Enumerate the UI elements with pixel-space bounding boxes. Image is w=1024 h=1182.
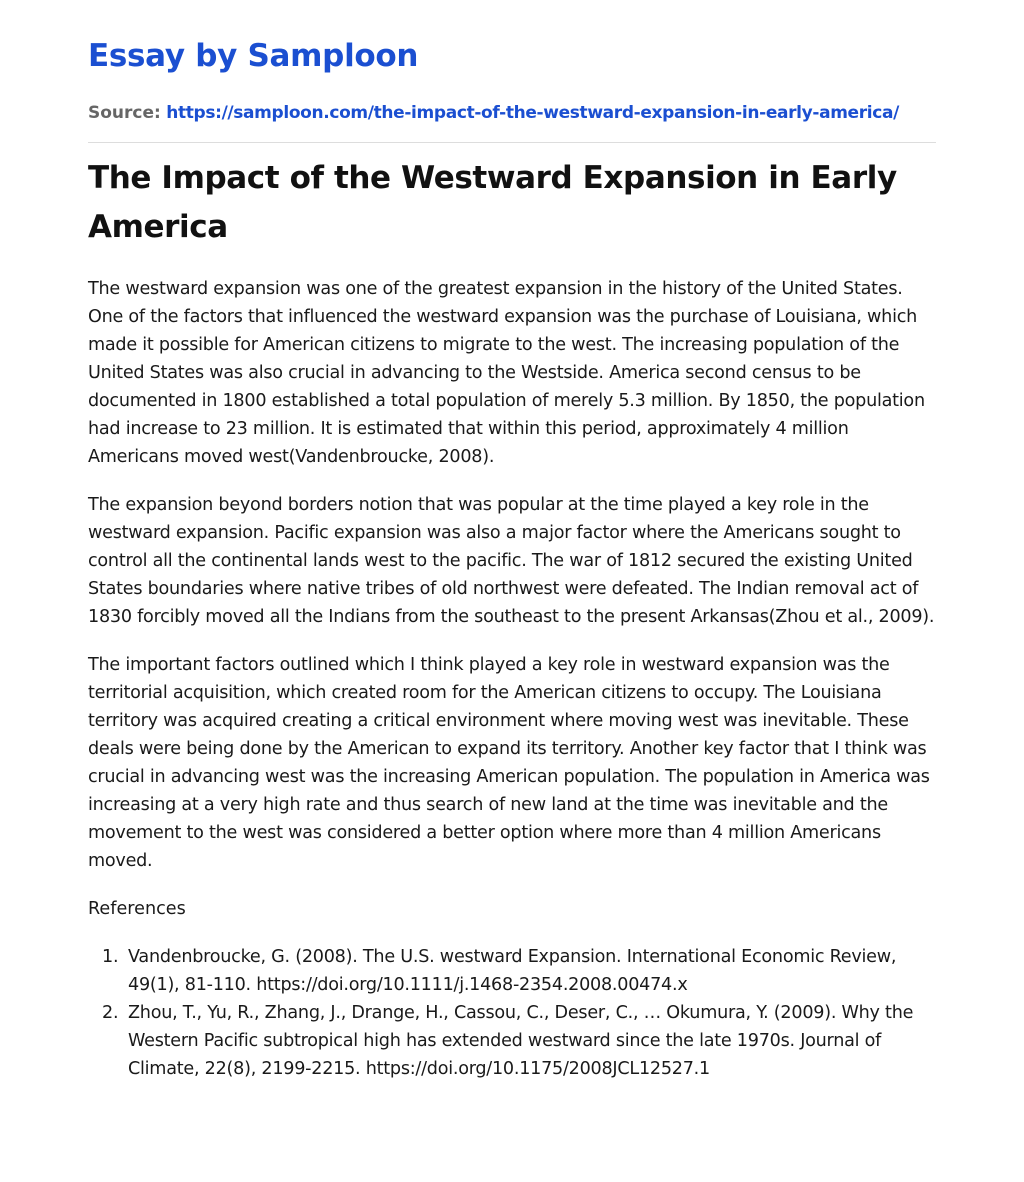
header-divider	[88, 142, 936, 143]
reference-number: 2.	[102, 1003, 119, 1023]
paragraph: The important factors outlined which I think played a key role in westward expansion was the territorial acquisition, which created room for the American citizens to occupy. The Louisiana territory was acquired creating a critical environment where moving west was inevitable. These deals were being done by the American to expand its territory. Another key factor that I think was crucial in advancing west was the increasing American population. The population in America was increasing at a very high rate and thus search of new land at the time was inevitable and the movement to the west was considered a better option where more than 4 million Americans moved.	[88, 655, 930, 871]
reference-text: Zhou, T., Yu, R., Zhang, J., Drange, H., Cassou, C., Deser, C., … Okumura, Y. (2009). Why the Western Pacific subtropical high has extended westward since the late 1970s. Journal of Climate, 22(8), 2199-2215. https://doi.org/10.1175/2008JCL12527.1	[128, 1003, 914, 1079]
reference-item	[88, 943, 936, 999]
document-page	[88, 0, 936, 1083]
reference-text: Vandenbroucke, G. (2008). The U.S. westward Expansion. International Economic Review, 49(1), 81-110. https://doi.org/10.1111/j.1468-2354.2008.00474.x	[128, 947, 897, 995]
paragraph: The expansion beyond borders notion that was popular at the time played a key role in the westward expansion. Pacific expansion was also a major factor where the Americans sought to control all the continental lands west to the pacific. The war of 1812 secured the existing United States boundaries where native tribes of old northwest were defeated. The Indian removal act of 1830 forcibly moved all the Indians from the southeast to the present Arkansas(Zhou et al., 2009).	[88, 495, 935, 627]
source-label: Source:	[88, 103, 161, 123]
brand-title: Essay by Samploon	[88, 38, 419, 74]
reference-item	[88, 999, 936, 1083]
article-body	[88, 275, 936, 1083]
references-list	[88, 943, 936, 1083]
article-title: The Impact of the Westward Expansion in Early America	[88, 160, 897, 245]
source-link[interactable]: https://samploon.com/the-impact-of-the-westward-expansion-in-early-america/	[166, 103, 899, 123]
paragraph: The westward expansion was one of the greatest expansion in the history of the United States. One of the factors that influenced the westward expansion was the purchase of Louisiana, which made it possible for American citizens to migrate to the west. The increasing population of the United States was also crucial in advancing to the Westside. America second census to be documented in 1800 established a total population of merely 5.3 million. By 1850, the population had increase to 23 million. It is estimated that within this period, approximately 4 million Americans moved west(Vandenbroucke, 2008).	[88, 279, 925, 467]
references-heading: References	[88, 899, 186, 919]
reference-number: 1.	[102, 947, 119, 967]
source-line	[88, 100, 936, 126]
